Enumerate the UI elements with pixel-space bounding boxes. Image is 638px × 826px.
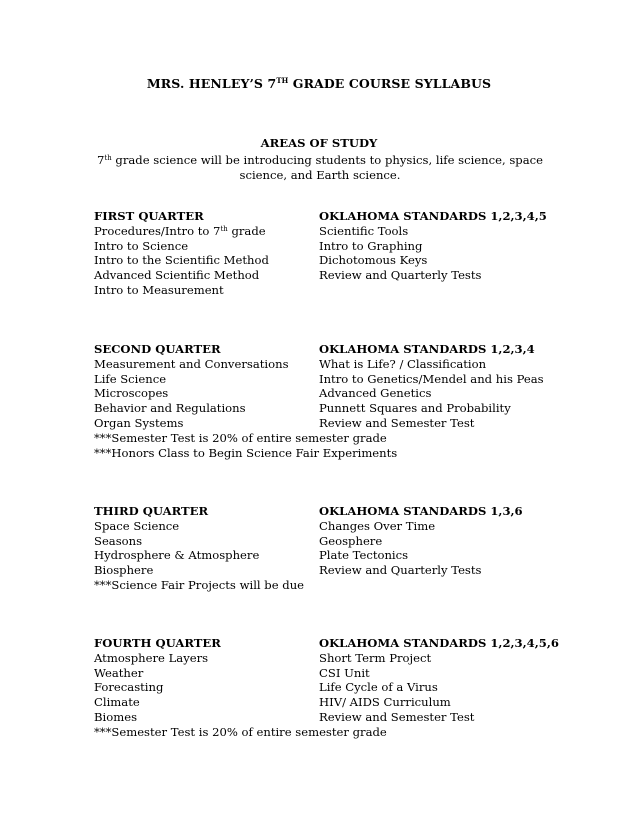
list-item: What is Life? / Classification (319, 356, 487, 371)
page-title: MRS. HENLEY’S 7TH GRADE COURSE SYLLABUS (146, 76, 492, 91)
list-item: Measurement and Conversations (94, 356, 289, 371)
list-item: Weather (94, 665, 144, 680)
list-item: Biomes (94, 709, 138, 724)
list-item: Behavior and Regulations (94, 401, 246, 416)
list-item: Intro to the Scientific Method (94, 253, 269, 268)
list-item: Review and Semester Test (319, 415, 475, 430)
second-quarter-heading: SECOND QUARTER (94, 342, 221, 356)
list-item: Climate (94, 695, 140, 710)
science-fair-note: ***Honors Class to Begin Science Fair Experiments (94, 445, 398, 460)
list-item: Atmosphere Layers (94, 650, 209, 665)
semester-test-note: ***Semester Test is 20% of entire semester grade (94, 430, 387, 445)
list-item: Organ Systems (94, 415, 184, 430)
list-item: Forecasting (94, 680, 164, 695)
semester-test-note: ***Semester Test is 20% of entire semester grade (94, 724, 387, 739)
list-item: Review and Semester Test (319, 709, 475, 724)
list-item: Microscopes (94, 386, 169, 401)
list-item: Procedures/Intro to 7th grade (94, 223, 266, 238)
list-item: Seasons (94, 533, 143, 548)
list-item: CSI Unit (319, 665, 370, 680)
third-quarter-standards: OKLAHOMA STANDARDS 1,3,6 (319, 504, 523, 518)
list-item: Geosphere (319, 533, 383, 548)
second-quarter-standards: OKLAHOMA STANDARDS 1,2,3,4 (319, 342, 535, 356)
list-item: ***Science Fair Projects will be due (94, 577, 305, 592)
list-item: Review and Quarterly Tests (319, 268, 482, 283)
list-item: Space Science (94, 518, 180, 533)
list-item: Changes Over Time (319, 518, 436, 533)
list-item: HIV/ AIDS Curriculum (319, 695, 451, 710)
list-item: Scientific Tools (319, 223, 409, 238)
list-item: Advanced Scientific Method (94, 268, 260, 283)
first-quarter-heading: FIRST QUARTER (94, 209, 204, 223)
list-item: Dichotomous Keys (319, 253, 428, 268)
list-item: Short Term Project (319, 650, 432, 665)
list-item: Biosphere (94, 563, 154, 578)
intro-paragraph: 7th grade science will be introducing students to physics, life science, space science, and Earth science. (97, 153, 543, 182)
first-quarter-standards: OKLAHOMA STANDARDS 1,2,3,4,5 (319, 209, 547, 223)
list-item: Intro to Science (94, 238, 189, 253)
list-item: Plate Tectonics (319, 548, 409, 563)
list-item: Life Science (94, 371, 167, 386)
areas-of-study-heading: AREAS OF STUDY (260, 136, 378, 150)
fourth-quarter-heading: FOURTH QUARTER (94, 636, 221, 650)
list-item: Intro to Genetics/Mendel and his Peas (319, 371, 544, 386)
list-item: Punnett Squares and Probability (319, 401, 511, 416)
third-quarter-heading: THIRD QUARTER (94, 504, 209, 518)
list-item: Intro to Measurement (94, 282, 224, 297)
list-item: Life Cycle of a Virus (319, 680, 438, 695)
list-item: Review and Quarterly Tests (319, 563, 482, 578)
list-item: Advanced Genetics (319, 386, 432, 401)
list-item: Intro to Graphing (319, 238, 423, 253)
list-item: Hydrosphere & Atmosphere (94, 548, 260, 563)
fourth-quarter-standards: OKLAHOMA STANDARDS 1,2,3,4,5,6 (319, 636, 559, 650)
